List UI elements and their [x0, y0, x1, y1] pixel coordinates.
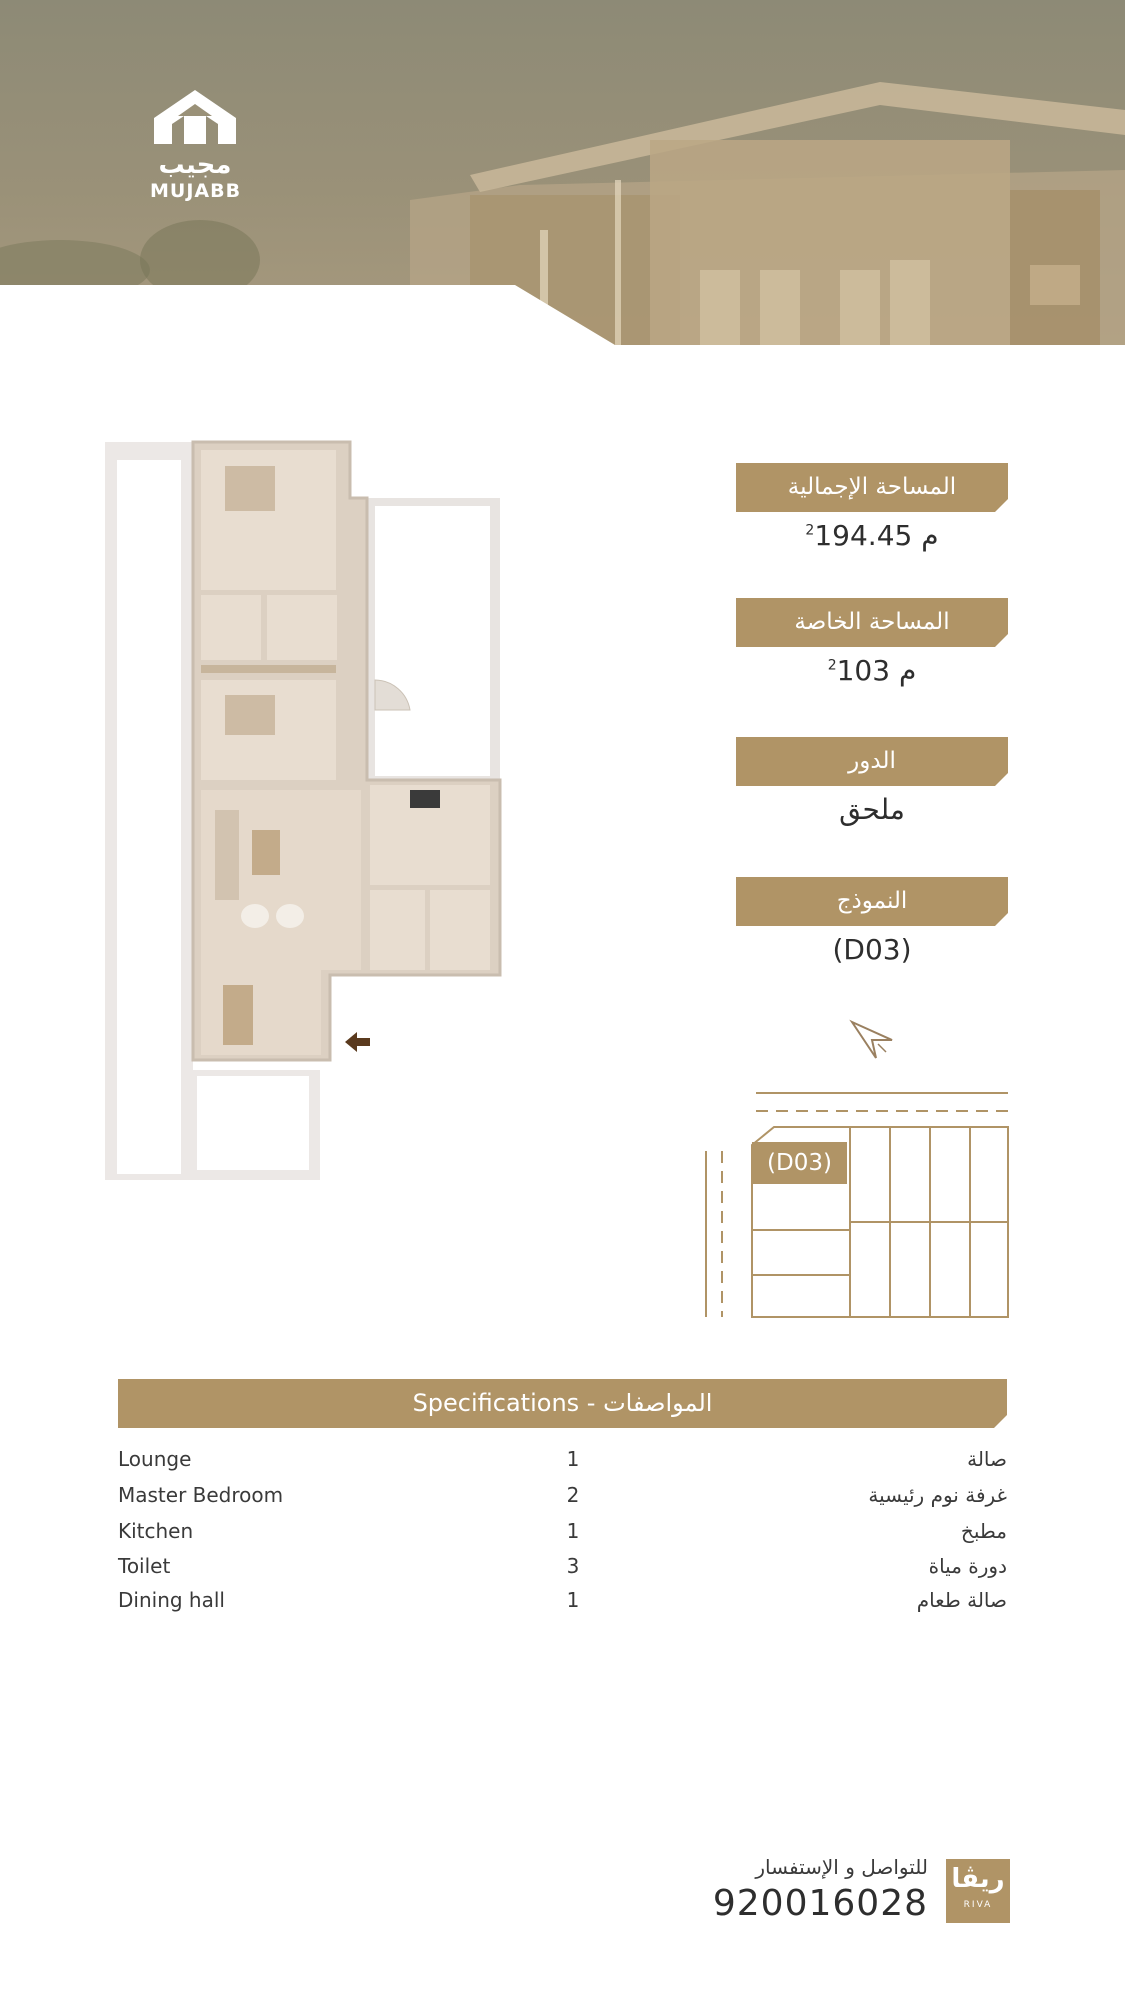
logo-english: MUJABB — [150, 180, 242, 202]
spec-count: 3 — [566, 1554, 580, 1578]
logo-arabic: مجيب — [158, 150, 232, 180]
spec-row — [118, 1519, 1007, 1549]
spec-en: Master Bedroom — [118, 1483, 284, 1507]
spec-count: 1 — [566, 1588, 580, 1612]
spec-row — [118, 1554, 1007, 1584]
spec-ar: مطبخ — [960, 1519, 1007, 1543]
spec-en: Toilet — [118, 1554, 171, 1578]
model-value: (D03) — [832, 933, 912, 966]
hero-banner — [0, 0, 1125, 345]
private-area-value — [736, 654, 1008, 687]
spec-ar: صالة — [967, 1447, 1007, 1471]
spec-row — [118, 1483, 1007, 1513]
site-unit-label: (D03) — [767, 1150, 832, 1176]
total-area-label: المساحة الإجمالية — [787, 474, 957, 500]
spec-ar: غرفة نوم رئيسية — [868, 1483, 1007, 1507]
total-area-value — [736, 519, 1008, 552]
private-area-number: 103 م — [836, 654, 917, 687]
spec-ar: صالة طعام — [916, 1588, 1007, 1612]
floor-label: الدور — [848, 748, 896, 774]
spec-title: Specifications - المواصفات — [412, 1389, 713, 1417]
spec-en: Kitchen — [118, 1519, 194, 1543]
contact-phone[interactable]: 920016028 — [712, 1883, 928, 1924]
total-area-number: 194.45 م — [814, 519, 939, 552]
spec-ar: دورة مياة — [928, 1554, 1007, 1578]
spec-en: Dining hall — [118, 1588, 225, 1612]
spec-count: 1 — [566, 1447, 580, 1471]
riva-logo — [946, 1859, 1010, 1923]
private-area-label: المساحة الخاصة — [794, 609, 950, 635]
spec-row — [118, 1588, 1007, 1618]
floor-plan — [105, 440, 505, 1185]
floor-value: ملحق — [839, 793, 905, 826]
spec-count: 2 — [566, 1483, 580, 1507]
contact-label: للتواصل و الإستفسار — [755, 1855, 928, 1879]
riva-logo-english: RIVA — [963, 1900, 993, 1910]
spec-count: 1 — [566, 1519, 580, 1543]
total-area-sup: 2 — [805, 522, 815, 539]
site-plan — [700, 1085, 1010, 1325]
spec-en: Lounge — [118, 1447, 192, 1471]
riva-logo-arabic: ريڤا — [951, 1864, 1005, 1894]
model-label: النموذج — [836, 888, 908, 914]
mujabb-logo — [150, 88, 240, 202]
house-logo-icon — [152, 88, 238, 146]
private-area-sup: 2 — [827, 657, 837, 674]
spec-row — [118, 1447, 1007, 1477]
north-arrow-icon — [848, 1018, 898, 1063]
